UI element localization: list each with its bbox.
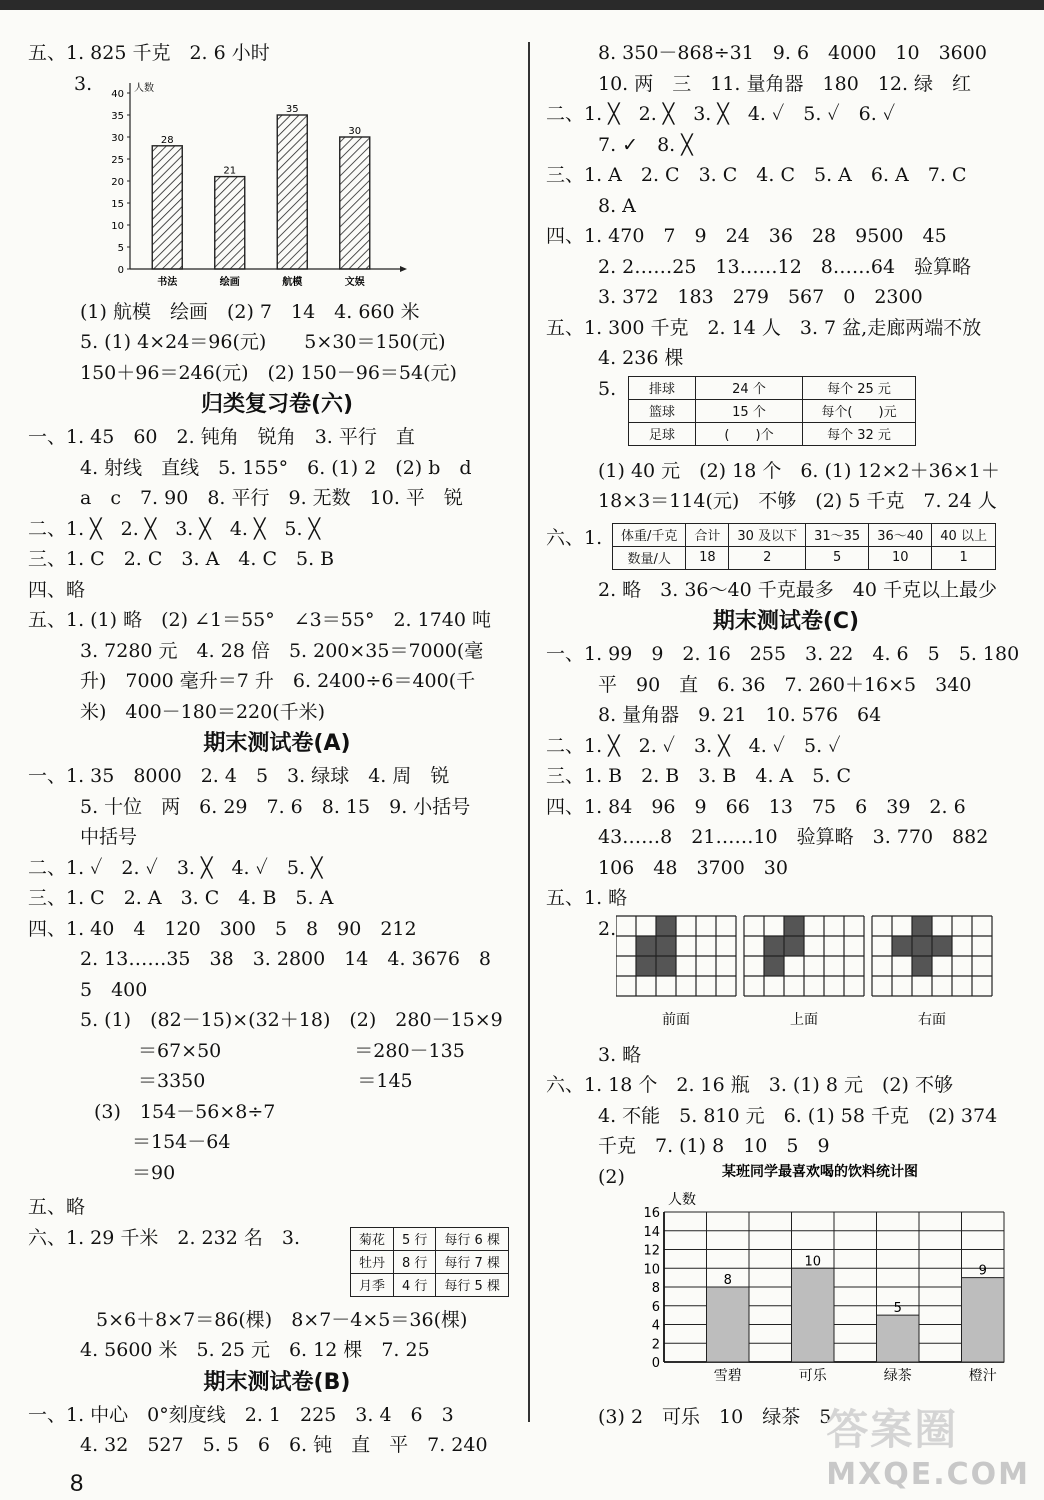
bar-value-label: 8 [723, 1272, 732, 1288]
table-cell: 10 [869, 546, 932, 569]
filled-cell [764, 956, 784, 976]
answer-line: 升) 7000 毫升＝7 升 6. 2400÷6＝400(千 [80, 670, 476, 692]
x-tick-label: 绿茶 [883, 1367, 912, 1384]
page-number: 8 [70, 1470, 84, 1497]
answer-line: 10. 两 三 11. 量角器 180 12. 绿 红 [598, 72, 972, 95]
answer-line: 5. (1) (82－15)×(32＋18) (2) 280－15×9 [80, 1009, 503, 1031]
bar-value-label: 10 [804, 1253, 822, 1269]
table-cell: 5 行 [394, 1227, 436, 1250]
view-label: 上面 [790, 1011, 818, 1028]
filled-cell [784, 916, 804, 936]
answer-line: 三、1. A 2. C 3. C 4. C 5. A 6. A 7. C [546, 164, 967, 186]
bar [792, 1268, 835, 1362]
y-tick-label: 10 [111, 220, 124, 232]
bar-chart-hobbies-block [28, 69, 526, 297]
bar-value-label: 9 [978, 1263, 987, 1279]
bar [962, 1277, 1005, 1361]
table-cell: 每个( )元 [803, 399, 916, 422]
section-title: 期末测试卷(B) [203, 1369, 351, 1395]
x-tick-label: 书法 [157, 276, 178, 288]
answer-line: 五、1. (1) 略 (2) ∠1＝55° ∠3＝55° 2. 1740 吨 [28, 609, 492, 631]
answer-line: 3. [74, 72, 93, 95]
table-cell: 2 [729, 546, 806, 569]
answer-line: 四、1. 470 7 9 24 36 28 9500 45 [546, 225, 947, 247]
flower-table-block [28, 1223, 526, 1305]
filled-cell [912, 936, 932, 956]
y-tick-label: 5 [117, 242, 124, 254]
answer-line: (3) 2 可乐 10 绿茶 5 [598, 1405, 832, 1428]
table-cell: 篮球 [629, 399, 696, 422]
table-cell: 30 及以下 [729, 523, 806, 546]
answer-line: 106 48 3700 30 [598, 856, 788, 879]
table-row [613, 523, 996, 546]
y-axis-label: 人数 [134, 82, 154, 94]
answer-line: (2) [598, 1165, 625, 1188]
answer-line: 8. 量角器 9. 21 10. 576 64 [598, 704, 882, 726]
section-title: 期末测试卷(C) [712, 609, 860, 634]
bar [877, 1315, 920, 1362]
table-row [351, 1273, 509, 1296]
bar [277, 115, 307, 269]
filled-cell [636, 936, 656, 956]
table-cell: 40 以上 [932, 523, 996, 546]
table-cell: 15 个 [696, 399, 803, 422]
answer-line: 五、1. 825 千克 2. 6 小时 [28, 42, 270, 64]
answer-line: 5. (1) 4×24＝96(元) 5×30＝150(元) [80, 331, 446, 353]
answer-line: 千克 7. (1) 8 10 5 9 [598, 1135, 830, 1157]
answer-line: 二、1. ✓ 2. ✓ 3. ╳ 4. ✓ 5. ╳ [28, 856, 323, 879]
answer-line: 43……8 21……10 验算略 3. 770 882 [598, 826, 989, 848]
table-row [351, 1250, 509, 1273]
answer-line: 四、1. 84 96 9 66 13 75 6 39 2. 6 [546, 795, 966, 818]
answer-line: 3. 略 [598, 1043, 642, 1066]
answer-line: 7. ✓ 8. ╳ [598, 133, 693, 156]
filled-cell [656, 916, 676, 936]
answer-line: 5×6＋8×7＝86(棵) 8×7－4×5＝36(棵) [96, 1308, 468, 1331]
answer-line: (1) 40 元 (2) 18 个 6. (1) 12×2＋36×1＋ [598, 459, 1000, 482]
table-cell: 8 行 [394, 1250, 436, 1273]
table-cell: 合计 [686, 523, 729, 546]
answer-line: 3. 372 183 279 567 0 2300 [598, 286, 923, 308]
x-tick-label: 雪碧 [713, 1367, 742, 1384]
section-title: 归类复习卷(六) [200, 392, 354, 417]
answer-line: 中括号 [80, 826, 138, 848]
y-tick-label: 2 [651, 1336, 660, 1352]
answer-line: 一、1. 45 60 2. 钝角 锐角 3. 平行 直 [28, 426, 415, 448]
answer-line: 一、1. 中心 0°刻度线 2. 1 225 3. 4 6 3 [28, 1403, 454, 1426]
y-tick-label: 0 [117, 264, 124, 276]
filled-cell [656, 936, 676, 956]
x-tick-label: 文娱 [344, 276, 365, 288]
bar-value-label: 5 [893, 1300, 902, 1316]
table-cell: 每行 6 棵 [436, 1227, 509, 1250]
x-tick-label: 可乐 [798, 1367, 827, 1384]
y-tick-label: 16 [643, 1205, 660, 1221]
watermark-text: 答案圈 [826, 1405, 959, 1454]
y-tick-label: 10 [643, 1261, 660, 1277]
answer-line: 三、1. C 2. A 3. C 4. B 5. A [28, 887, 334, 909]
bar-chart-hobbies [90, 69, 430, 297]
filled-cell [636, 956, 656, 976]
filled-cell [932, 936, 952, 956]
answer-line: 4. 236 棵 [598, 347, 684, 369]
answer-line: ＝154－64 [132, 1131, 231, 1153]
view-label: 前面 [662, 1011, 690, 1028]
scan-top-border [0, 0, 1044, 10]
answer-line: 六、1. [546, 526, 603, 549]
table-cell: 数量/人 [613, 546, 686, 569]
table-cell: 每行 5 棵 [436, 1273, 509, 1296]
table-cell: 每个 25 元 [803, 376, 916, 399]
x-tick-label: 橙汁 [968, 1367, 997, 1384]
answer-line: ＝90 [132, 1161, 176, 1184]
answer-line: 2. 2……25 13……12 8……64 验算略 [598, 255, 972, 278]
three-views-figure [616, 914, 1016, 1040]
section-title: 期末测试卷(A) [203, 731, 351, 756]
bar [340, 137, 370, 269]
answer-line: (1) 航模 绘画 (2) 7 14 4. 660 米 [80, 300, 420, 323]
table-cell: 每行 7 棵 [436, 1250, 509, 1273]
filled-cell [784, 936, 804, 956]
filled-cell [764, 936, 784, 956]
answer-line: ＝3350 ＝145 [138, 1070, 413, 1092]
answer-line: (3) 154－56×8÷7 [94, 1100, 276, 1123]
table-cell: ( )个 [696, 422, 803, 445]
view-label: 右面 [918, 1011, 946, 1028]
y-tick-label: 0 [651, 1355, 660, 1371]
table-cell: 24 个 [696, 376, 803, 399]
table-cell: 5 [806, 546, 869, 569]
bar-chart-drinks [630, 1162, 1010, 1402]
y-axis-label: 人数 [668, 1191, 696, 1208]
bar [152, 145, 182, 268]
answer-line: 2. 13……35 38 3. 2800 14 4. 3676 8 [80, 948, 492, 970]
answer-line: 4. 32 527 5. 5 6 6. 钝 直 平 7. 240 [80, 1434, 488, 1456]
view-grid [616, 916, 736, 1028]
ball-table-block [546, 374, 1026, 456]
bar-value-label: 21 [223, 165, 237, 177]
table-cell: 1 [932, 546, 996, 569]
table-row [629, 422, 916, 445]
answer-line: 4. 射线 直线 5. 155° 6. (1) 2 (2) b d [80, 456, 472, 479]
answer-line: 三、1. B 2. B 3. B 4. A 5. C [546, 765, 851, 787]
y-tick-label: 6 [651, 1299, 660, 1315]
answer-line: 4. 5600 米 5. 25 元 6. 12 棵 7. 25 [80, 1339, 430, 1361]
bar [707, 1287, 750, 1362]
answer-line: 五、略 [28, 1196, 86, 1218]
bar [215, 176, 245, 268]
y-tick-label: 25 [111, 154, 124, 166]
table-cell: 18 [686, 546, 729, 569]
bar-value-label: 28 [160, 134, 174, 146]
table-cell: 月季 [351, 1273, 394, 1296]
answer-line: 2. [598, 917, 617, 940]
table-cell: 排球 [629, 376, 696, 399]
table-row [613, 546, 996, 569]
filled-cell [912, 956, 932, 976]
answer-line: 一、1. 35 8000 2. 4 5 3. 绿球 4. 周 锐 [28, 765, 450, 787]
answer-line: 5. [598, 377, 617, 400]
bar-value-label: 35 [285, 103, 299, 115]
answer-line: 四、略 [28, 578, 86, 601]
y-tick-label: 12 [643, 1243, 660, 1258]
answer-line: 六、1. 18 个 2. 16 瓶 3. (1) 8 元 (2) 不够 [546, 1074, 953, 1096]
filled-cell [656, 956, 676, 976]
watermark-url: MXQE.COM [826, 1457, 1030, 1492]
y-tick-label: 14 [643, 1224, 660, 1240]
x-axis-arrow [400, 266, 407, 272]
watermark-logo [826, 1397, 1030, 1492]
y-tick-label: 30 [111, 132, 124, 144]
answer-line: 4. 不能 5. 810 元 6. (1) 58 千克 (2) 374 [598, 1104, 998, 1127]
bar-chart-drinks-block [546, 1162, 1026, 1402]
three-views-block [546, 914, 1026, 1040]
table-cell: 31～35 [806, 523, 869, 546]
left-column [28, 38, 526, 1461]
answer-line: 二、1. ╳ 2. ╳ 3. ╳ 4. ✓ 5. ✓ 6. ✓ [546, 103, 896, 125]
answer-line: 平 90 直 6. 36 7. 260＋16×5 340 [598, 673, 972, 696]
y-tick-label: 8 [651, 1280, 660, 1296]
answer-line: 五、1. 略 [546, 887, 628, 909]
answer-line: 2. 略 3. 36～40 千克最多 40 千克以上最少 [598, 578, 997, 601]
y-tick-label: 35 [111, 110, 124, 122]
answer-line: 8. A [598, 194, 636, 217]
table-cell: 菊花 [351, 1227, 394, 1250]
column-divider [528, 42, 530, 1422]
answer-line: 五、1. 300 千克 2. 14 人 3. 7 盆,走廊两端不放 [546, 316, 982, 339]
y-tick-label: 4 [651, 1318, 660, 1333]
view-grid [872, 916, 992, 1028]
answer-line: 18×3＝114(元) 不够 (2) 5 千克 7. 24 人 [598, 490, 997, 512]
y-tick-label: 15 [111, 198, 124, 210]
flower-table [350, 1227, 509, 1297]
filled-cell [912, 916, 932, 936]
chart-title: 某班同学最喜欢喝的饮料统计图 [722, 1163, 918, 1180]
answer-line: 5 400 [80, 978, 148, 1001]
table-row [629, 399, 916, 422]
answer-line: 二、1. ╳ 2. ╳ 3. ╳ 4. ╳ 5. ╳ [28, 517, 321, 540]
answer-line: 米) 400－180＝220(千米) [80, 700, 326, 723]
answer-line: 150＋96＝246(元) (2) 150－96＝54(元) [80, 361, 457, 384]
answer-line: 二、1. ╳ 2. ✓ 3. ╳ 4. ✓ 5. ✓ [546, 734, 841, 757]
table-cell: 36～40 [869, 523, 932, 546]
answer-line: 8. 350－868÷31 9. 6 4000 10 3600 [598, 42, 987, 64]
answer-line: 三、1. C 2. C 3. A 4. C 5. B [28, 548, 335, 570]
table-row [629, 376, 916, 399]
table-cell: 体重/千克 [613, 523, 686, 546]
weight-table [612, 523, 996, 570]
answer-line: 5. 十位 两 6. 29 7. 6 8. 15 9. 小括号 [80, 795, 471, 818]
x-tick-label: 绘画 [219, 276, 240, 288]
answer-line: ＝67×50 ＝280－135 [138, 1039, 465, 1062]
table-cell: 牡丹 [351, 1250, 394, 1273]
answer-line: 一、1. 99 9 2. 16 255 3. 22 4. 6 5 5. 180 [546, 643, 1020, 665]
right-column [546, 38, 1026, 1432]
y-tick-label: 40 [111, 88, 124, 100]
filled-cell [892, 936, 912, 956]
table-cell: 足球 [629, 422, 696, 445]
table-row [351, 1227, 509, 1250]
answer-line: a c 7. 90 8. 平行 9. 无数 10. 平 锐 [80, 487, 463, 509]
y-tick-label: 20 [111, 176, 124, 188]
bar-value-label: 30 [348, 125, 362, 137]
weight-table-block [546, 517, 1026, 575]
table-cell: 4 行 [394, 1273, 436, 1296]
x-tick-label: 航模 [282, 276, 303, 288]
view-grid [744, 916, 864, 1028]
answer-line: 四、1. 40 4 120 300 5 8 90 212 [28, 917, 417, 940]
ball-table [628, 376, 916, 446]
answer-line: 六、1. 29 千米 2. 232 名 3. [28, 1226, 300, 1249]
answer-line: 3. 7280 元 4. 28 倍 5. 200×35＝7000(毫 [80, 639, 484, 662]
table-cell: 每个 32 元 [803, 422, 916, 445]
